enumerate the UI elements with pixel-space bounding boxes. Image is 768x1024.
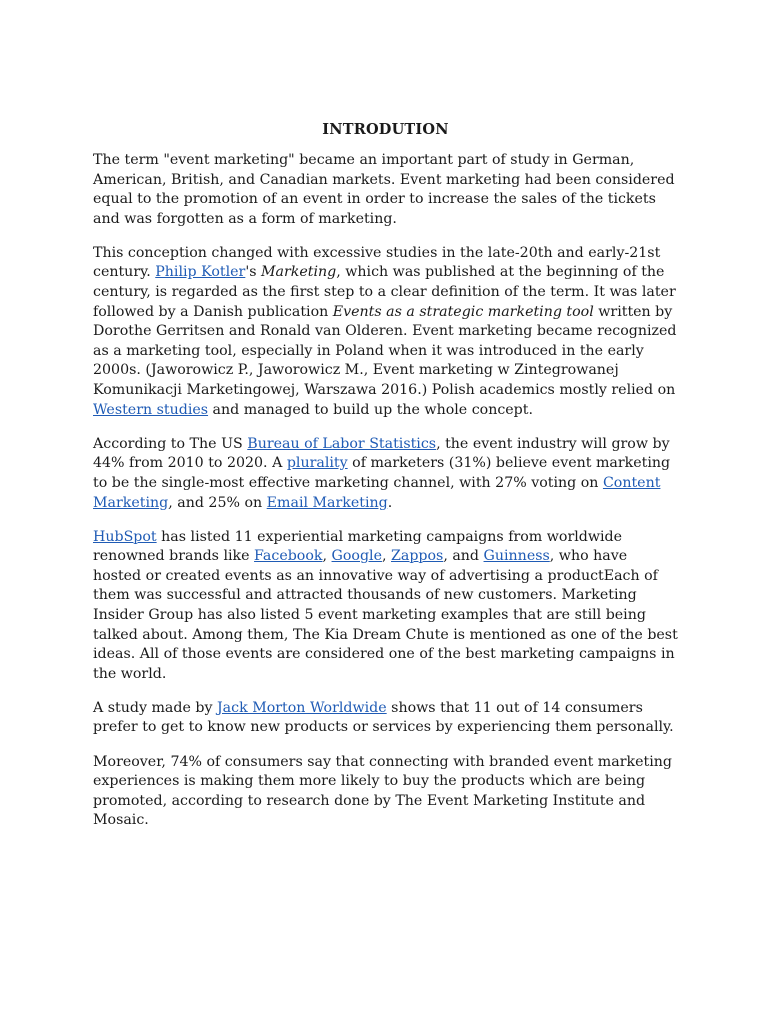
- paragraph-4-text-5: , who have hosted or created events as an innovative way of advertising a productEach of them was successful and attracted thousands of new customers. Marketing Insider Group has also listed 5 event marketing examples that are still being talked about. Among them, The Kia Dream Chute is mentioned as one of the best ideas. All of those events are considered one of the best marketing campaigns in the world.: [93, 548, 678, 682]
- paragraph-1: [93, 151, 678, 229]
- paragraph-2-text-1: This conception changed with excessive studies in the late-20th and early-21st century.: [93, 244, 661, 281]
- link-facebook[interactable]: Facebook: [254, 548, 323, 565]
- paragraph-3-text-3: of marketers (31%) believe event marketing to be the single-most effective marketing channel, with 27% voting on: [93, 455, 671, 491]
- book-title-events: Events as a strategic marketing tool: [332, 303, 594, 320]
- link-zappos[interactable]: Zappos: [391, 548, 444, 565]
- link-plurality[interactable]: plurality: [286, 455, 348, 472]
- paragraph-4-text-1: has listed 11 experiential marketing campaigns from worldwide renowned brands like: [93, 528, 623, 565]
- paragraph-6-text: Moreover, 74% of consumers say that connecting with branded event marketing experiences is making them more likely to buy the products which are being promoted, according to research done by The Event Marketing Institute and Mosaic.: [93, 753, 672, 829]
- paragraph-4-text-4: , and: [443, 548, 484, 565]
- link-hubspot[interactable]: HubSpot: [93, 528, 157, 545]
- paragraph-2-text-5: and managed to build up the whole concept.: [208, 401, 533, 418]
- paragraph-6: [93, 753, 678, 831]
- link-content-marketing[interactable]: Content Marketing: [93, 474, 661, 511]
- link-western-studies[interactable]: Western studies: [93, 401, 209, 418]
- link-google[interactable]: Google: [331, 548, 382, 565]
- paragraph-1-text: The term "event marketing" became an important part of study in German, American, British, and Canadian markets. Event marketing had been considered equal to the promotion of an event in order to increase the sales of the tickets and was forgotten as a form of marketing.: [93, 152, 675, 227]
- paragraph-4: [93, 528, 678, 685]
- paragraph-2-text-2: 's: [245, 264, 262, 281]
- paragraph-5-text-1: A study made by: [93, 699, 217, 716]
- paragraph-4-text-3: ,: [381, 548, 391, 565]
- link-bureau-of-labor-statistics[interactable]: Bureau of Labor Statistics: [247, 435, 437, 452]
- paragraph-3-text-5: .: [387, 494, 393, 511]
- book-title-marketing: Marketing: [261, 264, 337, 281]
- document-page: [93, 118, 678, 845]
- paragraph-2-text-3: , which was published at the beginning of the century, is regarded as the first step to a clear definition of the term. It was later followed by a Danish publication: [93, 264, 676, 320]
- paragraph-3: [93, 435, 678, 513]
- paragraph-2-text-4: written by Dorothe Gerritsen and Ronald van Olderen. Event marketing became recognized as a marketing tool, especially in Poland when it was introduced in the early 2000s. (Jaworowicz P., Jaworowicz M., Event marketing w Zintegrowanej Komunikacji Marketingowej, Warszawa 2016.) Polish academics mostly relied on: [93, 303, 677, 399]
- paragraph-3-text-1: According to The US: [93, 435, 248, 452]
- link-jack-morton-worldwide[interactable]: Jack Morton Worldwide: [217, 699, 387, 716]
- paragraph-3-text-2: , the event industry will grow by 44% from 2010 to 2020. A: [93, 435, 670, 472]
- link-email-marketing[interactable]: Email Marketing: [266, 494, 388, 511]
- paragraph-5-text-2: shows that 11 out of 14 consumers prefer to get to know new products or services by experiencing them personally.: [93, 699, 674, 736]
- link-philip-kotler[interactable]: Philip Kotler: [155, 264, 246, 281]
- paragraph-2: [93, 244, 678, 420]
- link-guinness[interactable]: Guinness: [483, 548, 550, 565]
- paragraph-5: [93, 699, 678, 738]
- paragraph-3-text-4: , and 25% on: [168, 494, 267, 511]
- paragraph-4-text-2: ,: [322, 548, 332, 565]
- document-title: INTRODUTION: [322, 121, 449, 138]
